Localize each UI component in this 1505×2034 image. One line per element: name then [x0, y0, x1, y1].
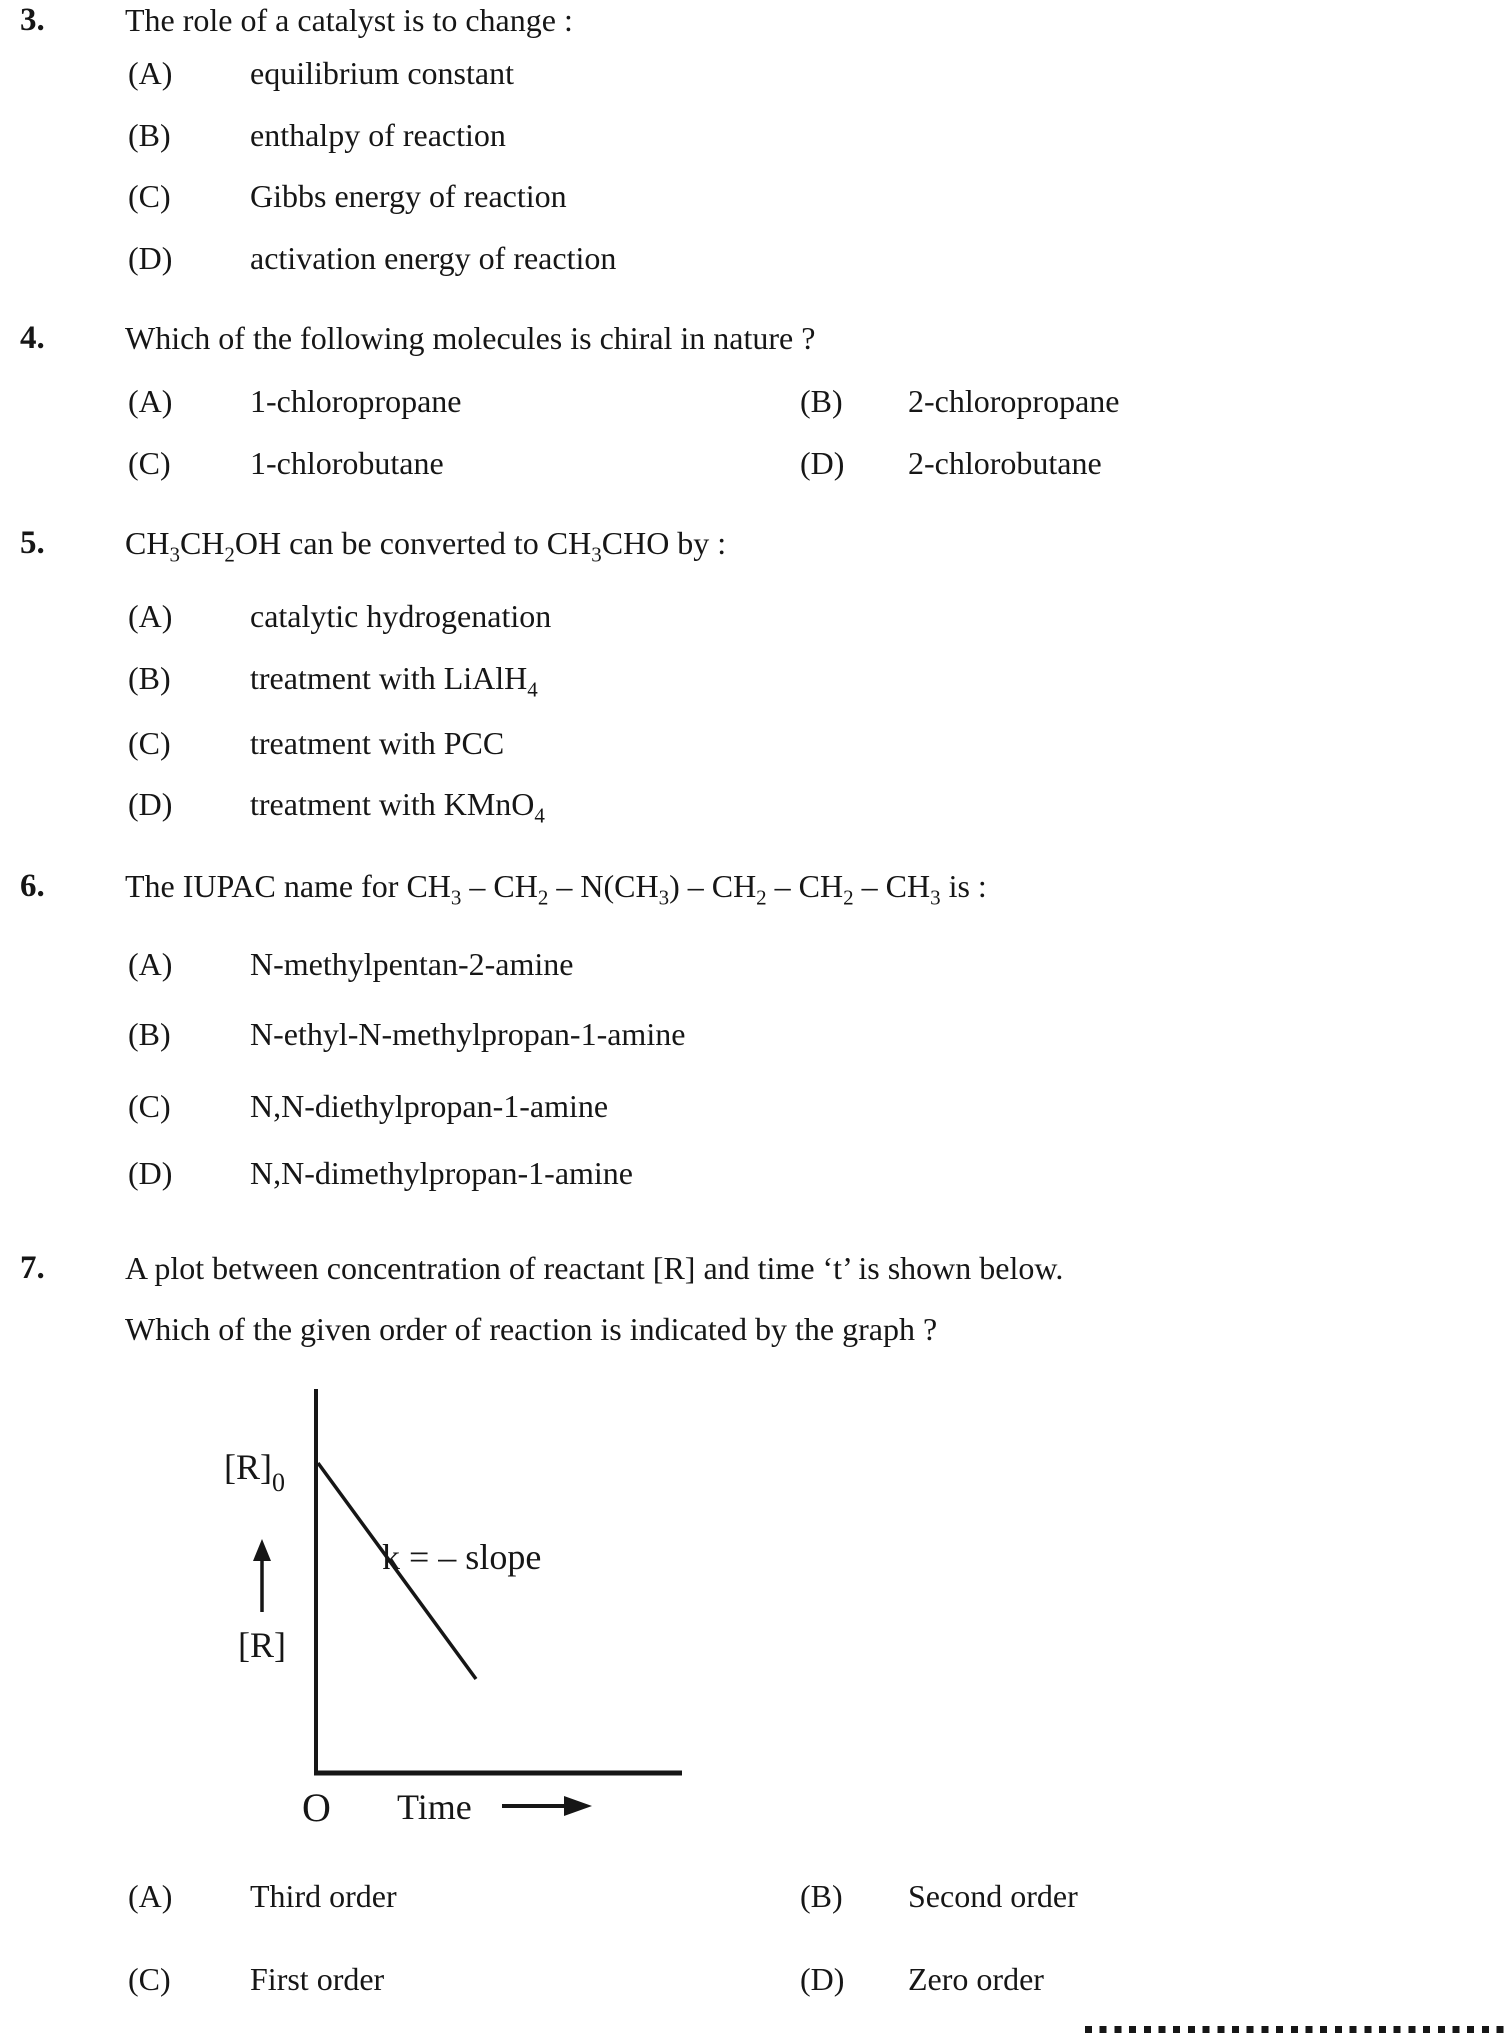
- question-number: 6.: [20, 868, 45, 904]
- option-label: (D): [800, 445, 845, 481]
- option-label: (D): [128, 240, 173, 276]
- option-label: (A): [128, 946, 173, 982]
- q3-option-b: [0, 117, 1505, 163]
- option-text: Second order: [908, 1878, 1078, 1914]
- concentration-vs-time-graph: [150, 1383, 710, 1863]
- option-text: 2-chloropropane: [908, 383, 1120, 419]
- question-text: Which of the given order of reaction is indicated by the graph ?: [125, 1311, 938, 1347]
- question-7-header-line-2: [0, 1311, 1505, 1357]
- question-text-formula: The IUPAC name for $CH_3 - CH_2 - N(CH_3) - CH_2 - CH_2 - CH_3$ is :: [125, 868, 987, 910]
- option-label: (C): [128, 1088, 171, 1124]
- question-text: A plot between concentration of reactant [R] and time ‘t’ is shown below.: [125, 1250, 1064, 1286]
- q7-options-row-2: [0, 1961, 1505, 2007]
- option-label: (B): [128, 1016, 171, 1052]
- question-number: 3.: [20, 2, 45, 38]
- question-number: 4.: [20, 320, 45, 356]
- q5-option-b: [0, 660, 1505, 706]
- option-label: (B): [800, 383, 843, 419]
- q6-option-d: [0, 1155, 1505, 1201]
- option-text: 1-chloropropane: [250, 383, 462, 419]
- y-intercept-label: $[R]_0$: [224, 1447, 285, 1497]
- option-label: (B): [128, 117, 171, 153]
- option-text: N-methylpentan-2-amine: [250, 946, 574, 982]
- q3-option-d: [0, 240, 1505, 286]
- option-label: (C): [128, 1961, 171, 1997]
- option-label: (C): [128, 725, 171, 761]
- option-label: (C): [128, 178, 171, 214]
- q4-options-row-2: [0, 445, 1505, 491]
- q6-option-a: [0, 946, 1505, 992]
- question-text-formula: $CH_3CH_2OH$ can be converted to $CH_3CHO$ by :: [125, 525, 727, 567]
- option-label: (D): [128, 786, 173, 822]
- question-text: Which of the following molecules is chiral in nature ?: [125, 320, 816, 356]
- question-number: 5.: [20, 525, 45, 561]
- option-text-formula: treatment with KMnO$_4$: [250, 786, 545, 828]
- option-label: (B): [800, 1878, 843, 1914]
- q4-options-row-1: [0, 383, 1505, 429]
- option-text: First order: [250, 1961, 385, 1997]
- option-label: (A): [128, 383, 173, 419]
- question-3-header: [0, 2, 1505, 48]
- option-label: (A): [128, 1878, 173, 1914]
- option-text: activation energy of reaction: [250, 240, 617, 276]
- option-label: (D): [128, 1155, 173, 1191]
- q6-option-c: [0, 1088, 1505, 1134]
- q3-option-c: [0, 178, 1505, 224]
- question-4-header: [0, 320, 1505, 366]
- option-text: N,N-diethylpropan-1-amine: [250, 1088, 609, 1124]
- option-text: Gibbs energy of reaction: [250, 178, 567, 214]
- option-label: (C): [128, 445, 171, 481]
- q3-option-a: [0, 55, 1505, 101]
- option-text: Third order: [250, 1878, 397, 1914]
- option-text: N-ethyl-N-methylpropan-1-amine: [250, 1016, 686, 1052]
- question-text: The role of a catalyst is to change :: [125, 2, 573, 38]
- q5-option-d: [0, 786, 1505, 832]
- option-label: (B): [128, 660, 171, 696]
- question-6-header: [0, 868, 1505, 914]
- q5-option-c: [0, 725, 1505, 771]
- option-text: equilibrium constant: [250, 55, 514, 91]
- option-text: enthalpy of reaction: [250, 117, 506, 153]
- y-axis-label: [R]: [238, 1625, 286, 1665]
- question-number: 7.: [20, 1250, 45, 1286]
- q5-option-a: [0, 598, 1505, 644]
- page-bottom-dotted-edge: [1085, 2026, 1505, 2033]
- origin-label: O: [302, 1785, 331, 1830]
- question-7-header-line-1: [0, 1250, 1505, 1296]
- option-text: 2-chlorobutane: [908, 445, 1102, 481]
- question-5-header: [0, 525, 1505, 571]
- option-text: N,N-dimethylpropan-1-amine: [250, 1155, 633, 1191]
- y-axis-up-arrow-icon: [253, 1539, 271, 1612]
- q7-options-row-1: [0, 1878, 1505, 1924]
- option-text-formula: treatment with LiAlH$_4$: [250, 660, 538, 702]
- q6-option-b: [0, 1016, 1505, 1062]
- option-label: (A): [128, 598, 173, 634]
- option-text: Zero order: [908, 1961, 1044, 1997]
- option-text: catalytic hydrogenation: [250, 598, 552, 634]
- option-text: treatment with PCC: [250, 725, 505, 761]
- option-label: (A): [128, 55, 173, 91]
- option-label: (D): [800, 1961, 845, 1997]
- slope-annotation: k = – slope: [382, 1537, 542, 1577]
- x-axis-right-arrow-icon: [502, 1796, 592, 1816]
- x-axis-label: Time: [397, 1787, 472, 1827]
- option-text: 1-chlorobutane: [250, 445, 444, 481]
